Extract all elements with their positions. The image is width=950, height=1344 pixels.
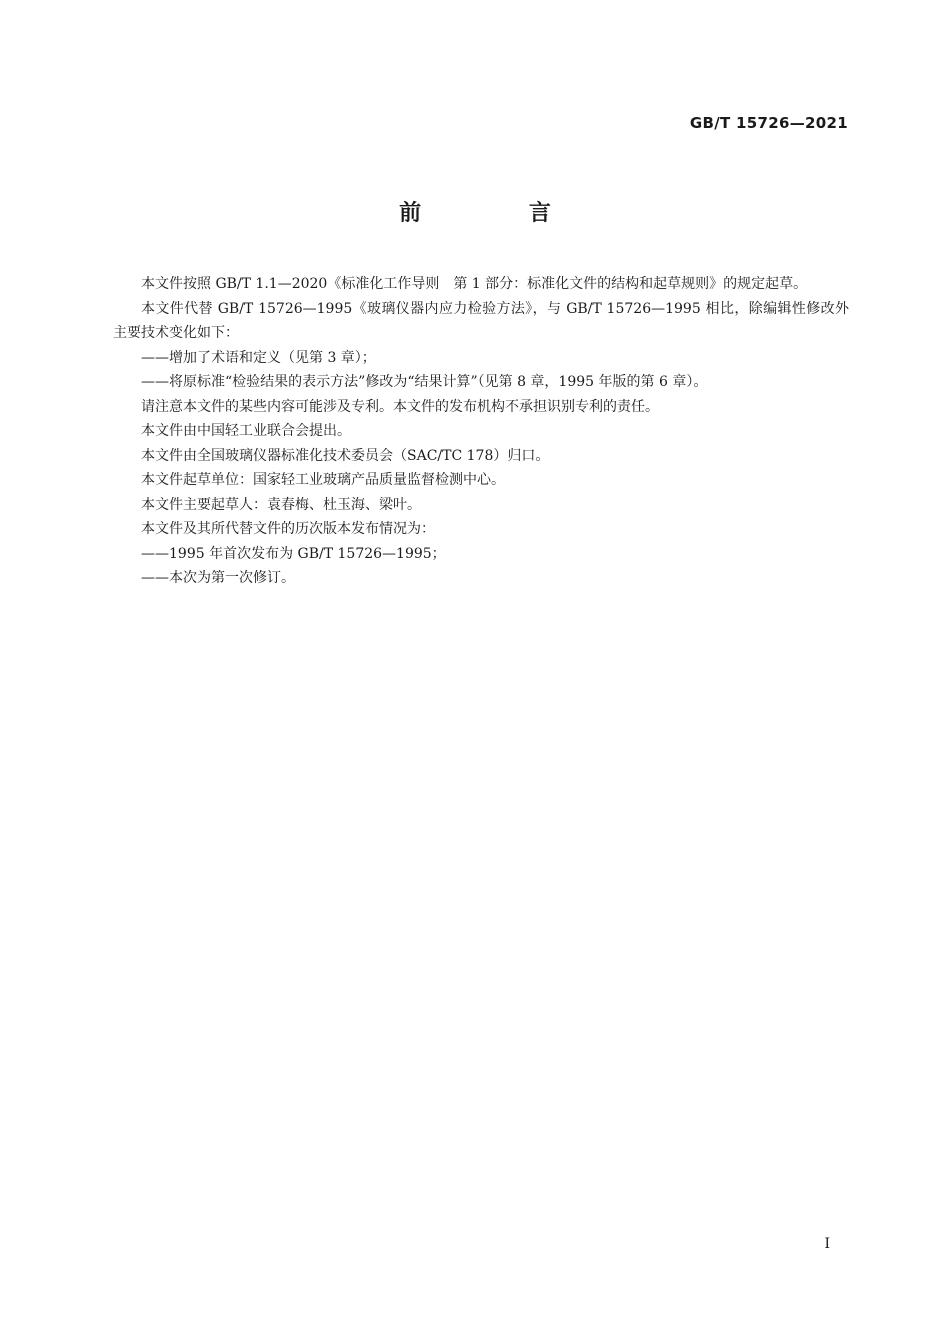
foreword-body [113, 272, 849, 591]
list-item: ——本次为第一次修订。 [141, 570, 295, 586]
list-item: ——1995 年首次发布为 GB/T 15726—1995； [141, 545, 446, 562]
standard-number: GB/T 15726—2021 [689, 114, 848, 132]
list-item: ——增加了术语和定义（见第 3 章）； [141, 349, 376, 366]
page-title: 前 言 [399, 201, 601, 226]
paragraph: 本文件由全国玻璃仪器标准化技术委员会（SAC/TC 178）归口。 [141, 447, 550, 464]
paragraph: 本文件主要起草人：袁春梅、杜玉海、梁叶。 [141, 496, 421, 513]
paragraph: 请注意本文件的某些内容可能涉及专利。本文件的发布机构不承担识别专利的责任。 [141, 398, 659, 415]
paragraph: 本文件按照 GB/T 1.1—2020《标准化工作导则 第 1 部分：标准化文件的结构和起草规则》的规定起草。 [141, 276, 808, 292]
paragraph: 本文件起草单位：国家轻工业玻璃产品质量监督检测中心。 [141, 472, 505, 488]
paragraph: 本文件及其所代替文件的历次版本发布情况为： [141, 521, 435, 537]
page-number: I [824, 1236, 830, 1252]
paragraph: 本文件代替 GB/T 15726—1995《玻璃仪器内应力检验方法》，与 GB/T 15726—1995 相比，除编辑性修改外主要技术变化如下： [113, 300, 849, 341]
paragraph: 本文件由中国轻工业联合会提出。 [141, 423, 351, 439]
list-item: ——将原标准“检验结果的表示方法”修改为“结果计算”（见第 8 章，1995 年版的第 6 章）。 [141, 374, 708, 390]
